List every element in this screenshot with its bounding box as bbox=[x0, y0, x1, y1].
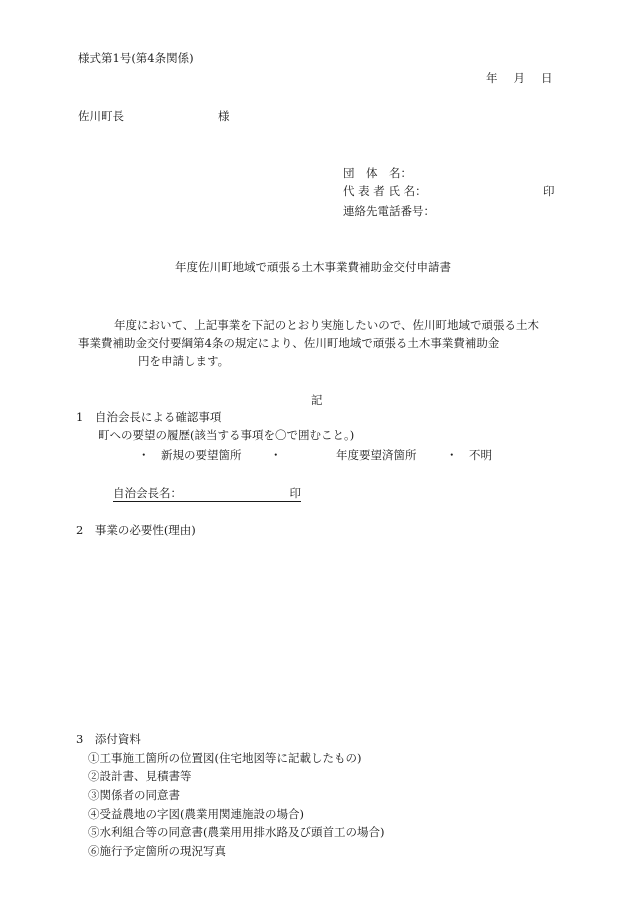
date-month: 月 bbox=[513, 71, 525, 85]
attachment-item: ⑥施行予定箇所の現況写真 bbox=[88, 844, 226, 858]
attachment-item: ①工事施工箇所の位置図(住宅地図等に記載したもの) bbox=[88, 751, 362, 765]
section1-subheading: 町への要望の履歴(該当する事項を〇で囲むこと。) bbox=[98, 428, 355, 442]
date-day: 日 bbox=[541, 71, 553, 85]
option-unknown: ・ 不明 bbox=[446, 448, 492, 462]
attachment-item: ②設計書、見積書等 bbox=[88, 769, 192, 783]
chairman-seal: 印 bbox=[289, 486, 301, 500]
section3-heading: 3 添付資料 bbox=[76, 732, 141, 746]
attachment-item: ④受益農地の字図(農業用関連施設の場合) bbox=[88, 807, 304, 821]
option-new: ・ 新規の要望箇所 bbox=[138, 448, 242, 462]
body-line-2: 事業費補助金交付要綱第4条の規定により、佐川町地域で頑張る土木事業費補助金 bbox=[78, 336, 500, 350]
chairman-label: 自治会長名： bbox=[113, 486, 182, 500]
chairman-signature-line bbox=[113, 488, 301, 502]
option-requested: 年度要望済箇所 bbox=[336, 448, 417, 462]
option-bullet: ・ bbox=[270, 448, 282, 462]
attachment-item: ③関係者の同意書 bbox=[88, 788, 180, 802]
body-line-1: 年度において、上記事業を下記のとおり実施したいので、佐川町地域で頑張る土木 bbox=[114, 318, 540, 332]
representative-label: 代 表 者 氏 名： bbox=[343, 184, 427, 198]
body-line-3: 円を申請します。 bbox=[138, 354, 230, 368]
phone-label: 連絡先電話番号： bbox=[343, 204, 435, 218]
representative-seal: 印 bbox=[543, 184, 555, 198]
date-line bbox=[486, 73, 553, 85]
addressee-honorific: 様 bbox=[218, 109, 230, 123]
date-year: 年 bbox=[486, 71, 498, 85]
group-name-label: 団 体 名： bbox=[343, 166, 412, 180]
ki-heading: 記 bbox=[311, 393, 323, 407]
document-title: 年度佐川町地域で頑張る土木事業費補助金交付申請書 bbox=[175, 260, 451, 274]
section1-heading: 1 自治会長による確認事項 bbox=[76, 410, 222, 424]
section2-heading: 2 事業の必要性(理由) bbox=[76, 523, 196, 537]
form-number: 様式第1号(第4条関係) bbox=[78, 51, 194, 65]
addressee-name: 佐川町長 bbox=[78, 109, 124, 123]
attachment-item: ⑤水利組合等の同意書(農業用用排水路及び頭首工の場合) bbox=[88, 825, 385, 839]
